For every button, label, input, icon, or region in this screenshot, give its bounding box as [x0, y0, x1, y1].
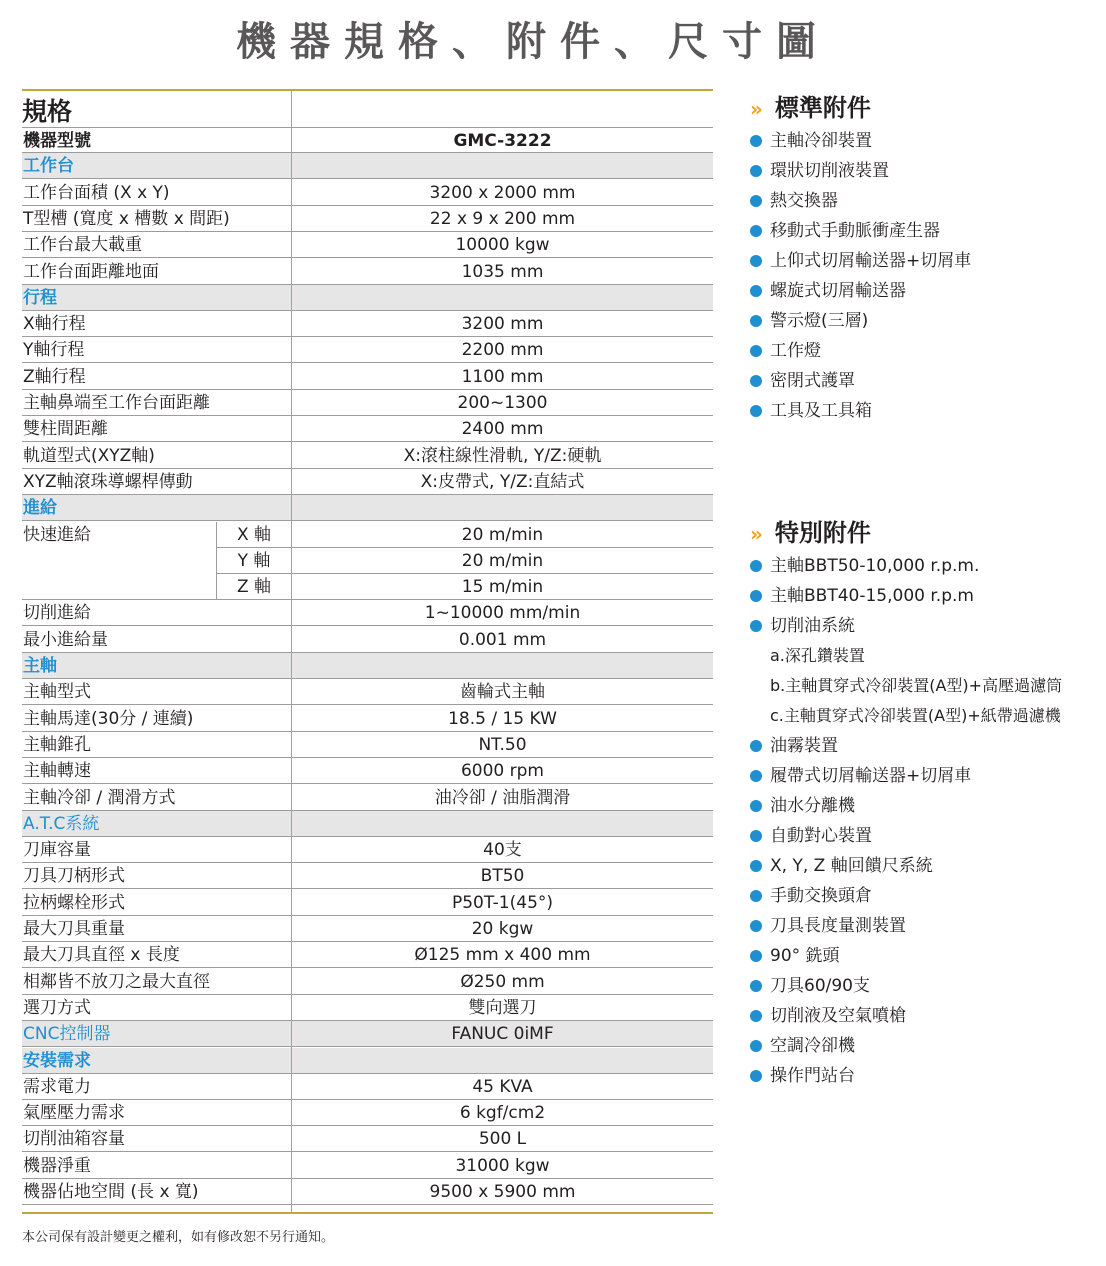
table-row	[22, 337, 713, 363]
spec-label: XYZ軸滾珠導螺桿傳動	[23, 471, 193, 492]
list-item	[750, 555, 979, 577]
spec-value: P50T-1(45°)	[451, 892, 554, 913]
bullet-icon	[750, 770, 762, 782]
list-item-text: 手動交換頭倉	[770, 886, 872, 906]
spec-value: 20 m/min	[461, 524, 544, 545]
bullet-icon	[750, 890, 762, 902]
bullet-icon	[750, 860, 762, 872]
spec-value: 6000 rpm	[460, 761, 544, 782]
table-row	[22, 311, 713, 337]
standard-heading-text: 標準附件	[774, 94, 871, 122]
bullet-icon	[750, 405, 762, 417]
spec-label: 刀具刀柄形式	[23, 866, 125, 887]
spec-value: 2400 mm	[461, 419, 544, 440]
spec-label: 工作台面距離地面	[23, 261, 159, 282]
list-item	[750, 855, 933, 877]
table-row	[22, 495, 713, 521]
spec-label: 主軸冷卻 / 潤滑方式	[23, 787, 176, 808]
section-label: A.T.C系統	[23, 813, 100, 834]
list-item-text: 主軸BBT50-10,000 r.p.m.	[770, 556, 980, 576]
spec-value: Ø125 mm x 400 mm	[414, 945, 591, 966]
bullet-icon	[750, 135, 762, 147]
list-item	[750, 735, 838, 757]
section-label: 主軸	[23, 656, 57, 676]
page-title: 機器規格、附件、尺寸圖	[236, 19, 830, 65]
standard-heading	[750, 88, 871, 123]
bullet-icon	[750, 1010, 762, 1022]
spec-label: 最小進給量	[23, 629, 108, 650]
bullet-icon	[750, 950, 762, 962]
list-item	[750, 280, 906, 302]
table-top-rule	[22, 89, 713, 91]
spec-value: 1100 mm	[461, 366, 544, 387]
column-divider	[291, 90, 292, 1213]
list-item	[750, 825, 872, 847]
sub-list-item	[770, 645, 865, 667]
table-row	[22, 785, 713, 811]
sub-list-item	[770, 705, 1061, 727]
spec-value: NT.50	[478, 734, 527, 755]
table-row	[22, 1100, 713, 1126]
spec-value: FANUC 0iMF	[451, 1024, 554, 1045]
spec-label: 需求電力	[23, 1076, 91, 1097]
spec-value: 40支	[483, 840, 522, 861]
spec-label: 相鄰皆不放刀之最大直徑	[23, 971, 210, 992]
table-bottom-rule	[22, 1212, 713, 1214]
list-item-text: 空調冷卻機	[770, 1036, 855, 1056]
section-label: 進給	[23, 498, 57, 519]
spec-label: 雙柱間距離	[23, 419, 108, 440]
spec-value: 15 m/min	[461, 577, 544, 598]
spec-value: 0.001 mm	[458, 629, 547, 650]
table-row	[22, 574, 713, 600]
list-item-text: 主軸冷卻裝置	[770, 131, 872, 151]
table-row	[22, 232, 713, 258]
list-item	[750, 160, 889, 182]
table-row	[22, 416, 713, 442]
list-item-text: 90° 銑頭	[770, 946, 840, 966]
spec-heading: 規格	[22, 97, 73, 126]
spec-label: Z軸行程	[23, 366, 86, 387]
bullet-icon	[750, 345, 762, 357]
axis-label: Y 軸	[216, 548, 291, 573]
table-row	[22, 259, 713, 285]
spec-label: 工作台面積 (X x Y)	[23, 182, 170, 203]
bullet-icon	[750, 375, 762, 387]
spec-value: Ø250 mm	[460, 971, 545, 992]
chevron-right-icon: »	[750, 97, 763, 121]
table-row	[22, 285, 713, 311]
list-item	[750, 945, 840, 967]
bullet-icon	[750, 225, 762, 237]
table-row	[22, 1074, 713, 1100]
spec-value: 45 KVA	[472, 1076, 533, 1097]
list-item	[750, 220, 940, 242]
list-item	[750, 190, 838, 212]
list-item-text: 切削液及空氣噴槍	[770, 1006, 906, 1026]
spec-value: X:皮帶式, Y/Z:直結式	[420, 471, 585, 492]
spec-value: 18.5 / 15 KW	[448, 708, 557, 729]
spec-value: X:滾柱線性滑軌, Y/Z:硬軌	[403, 445, 602, 466]
table-row	[22, 732, 713, 758]
table-row	[22, 627, 713, 653]
list-item-text: 螺旋式切屑輸送器	[770, 281, 906, 301]
spec-label: 最大刀具直徑 x 長度	[23, 945, 180, 966]
list-item-text: 熱交換器	[770, 191, 838, 211]
list-item-text: 切削油系統	[770, 616, 855, 636]
spec-label: 切削油箱容量	[23, 1129, 125, 1150]
bullet-icon	[750, 195, 762, 207]
list-item	[750, 765, 971, 787]
list-item	[750, 885, 872, 907]
bullet-icon	[750, 165, 762, 177]
table-row	[22, 522, 713, 548]
list-item	[750, 310, 868, 332]
table-row	[22, 469, 713, 495]
table-row	[22, 942, 713, 968]
table-row	[22, 890, 713, 916]
spec-label: 主軸馬達(30分 / 連續)	[23, 708, 194, 729]
list-item-text: 刀具長度量測裝置	[770, 916, 906, 936]
bullet-icon	[750, 830, 762, 842]
chevron-right-icon: »	[750, 522, 763, 546]
spec-value: 2200 mm	[461, 340, 544, 361]
section-label: 安裝需求	[23, 1050, 91, 1071]
spec-value: BT50	[480, 866, 525, 887]
special-heading	[750, 513, 871, 548]
list-item-text: 警示燈(三層)	[770, 311, 869, 331]
spec-value: 齒輪式主軸	[460, 682, 545, 703]
spec-label: T型槽 (寬度 x 槽數 x 間距)	[23, 208, 230, 229]
bullet-icon	[750, 315, 762, 327]
table-row	[22, 153, 713, 179]
footnote: 本公司保有設計變更之權利，如有修改恕不另行通知。	[22, 1230, 335, 1245]
table-row	[22, 969, 713, 995]
axis-label: Z 軸	[216, 574, 291, 599]
spec-label: 工作台最大載重	[23, 235, 142, 256]
list-item-text: 油霧裝置	[770, 736, 838, 756]
table-row	[22, 1153, 713, 1179]
list-item	[750, 400, 872, 422]
list-item	[750, 915, 906, 937]
spec-label: 選刀方式	[23, 997, 91, 1018]
spec-label: 機器淨重	[23, 1155, 91, 1176]
table-row	[22, 206, 713, 232]
spec-label: 最大刀具重量	[23, 919, 125, 939]
spec-label: 刀庫容量	[23, 840, 91, 861]
list-item	[750, 1065, 855, 1087]
table-row	[22, 180, 713, 206]
spec-value: 20 kgw	[471, 919, 534, 939]
list-item-text: 操作門站台	[770, 1066, 855, 1086]
sub-list-item-text: a.深孔鑽裝置	[770, 646, 865, 665]
bullet-icon	[750, 560, 762, 572]
spec-label: Y軸行程	[23, 340, 85, 361]
spec-label: 主軸錐孔	[23, 734, 91, 755]
table-row	[22, 600, 713, 626]
table-row	[22, 995, 713, 1021]
spec-label: 軌道型式(XYZ軸)	[23, 445, 155, 466]
sub-list-item	[770, 675, 1062, 697]
table-row	[22, 390, 713, 416]
spec-value: 20 m/min	[461, 550, 544, 571]
section-label: 工作台	[23, 156, 74, 177]
list-item	[750, 615, 855, 637]
list-item-text: X, Y, Z 軸回饋尺系統	[770, 856, 933, 876]
bullet-icon	[750, 740, 762, 752]
spec-label: 機器佔地空間 (長 x 寬)	[23, 1182, 199, 1202]
table-row	[22, 679, 713, 705]
spec-value: 6 kgf/cm2	[459, 1103, 546, 1124]
model-label: 機器型號	[23, 131, 91, 151]
bullet-icon	[750, 620, 762, 632]
bullet-icon	[750, 800, 762, 812]
table-row	[22, 1021, 713, 1047]
bullet-icon	[750, 590, 762, 602]
spec-label: 快速進給	[23, 524, 91, 545]
spec-label: 主軸鼻端至工作台面距離	[23, 393, 210, 413]
spec-label: CNC控制器	[23, 1024, 111, 1045]
spec-value: 1~10000 mm/min	[424, 603, 581, 624]
table-row	[22, 653, 713, 679]
table-row	[22, 1179, 713, 1205]
spec-value: 3200 mm	[461, 314, 544, 335]
spec-label: 氣壓壓力需求	[23, 1103, 125, 1124]
table-row	[22, 364, 713, 390]
list-item-text: 油水分離機	[770, 796, 855, 816]
table-row	[22, 443, 713, 469]
sub-list-item-text: c.主軸貫穿式冷卻裝置(A型)+紙帶過濾機	[770, 706, 1061, 725]
table-row	[22, 758, 713, 784]
list-item-text: 主軸BBT40-15,000 r.p.m	[770, 586, 974, 606]
sub-list-item-text: b.主軸貫穿式冷卻裝置(A型)+高壓過濾筒	[770, 676, 1063, 695]
list-item-text: 上仰式切屑輸送器+切屑車	[770, 251, 972, 271]
list-item	[750, 340, 821, 362]
spec-value: 22 x 9 x 200 mm	[429, 208, 576, 229]
table-row	[22, 811, 713, 837]
list-item-text: 自動對心裝置	[770, 826, 872, 846]
list-item-text: 履帶式切屑輸送器+切屑車	[770, 766, 972, 786]
bullet-icon	[750, 980, 762, 992]
list-item	[750, 1035, 855, 1057]
spec-value: 油冷卻 / 油脂潤滑	[434, 787, 571, 808]
spec-value: 9500 x 5900 mm	[429, 1182, 576, 1202]
list-item-text: 工具及工具箱	[770, 401, 872, 421]
spec-value: 200~1300	[457, 393, 548, 413]
bullet-icon	[750, 255, 762, 267]
list-item-text: 環狀切削液裝置	[770, 161, 889, 181]
table-row	[22, 1126, 713, 1152]
spec-label: 切削進給	[23, 603, 91, 624]
model-value: GMC-3222	[453, 131, 552, 151]
axis-label: X 軸	[216, 522, 291, 547]
spec-label: 拉柄螺栓形式	[23, 892, 125, 913]
table-row	[22, 548, 713, 574]
table-row	[22, 1048, 713, 1074]
spec-value: 1035 mm	[461, 261, 544, 282]
spec-value: 31000 kgw	[455, 1155, 550, 1176]
table-row	[22, 706, 713, 732]
spec-label: X軸行程	[23, 314, 86, 335]
list-item	[750, 585, 974, 607]
table-row	[22, 916, 713, 942]
spec-value: 3200 x 2000 mm	[429, 182, 576, 203]
spec-value: 10000 kgw	[455, 235, 550, 256]
bullet-icon	[750, 920, 762, 932]
list-item	[750, 795, 855, 817]
special-heading-text: 特別附件	[774, 519, 871, 547]
spec-value: 雙向選刀	[468, 997, 537, 1018]
list-item	[750, 370, 855, 392]
table-row	[22, 863, 713, 889]
list-item	[750, 250, 971, 272]
list-item-text: 密閉式護罩	[770, 371, 855, 391]
spec-value: 500 L	[478, 1129, 527, 1150]
list-item-text: 工作燈	[770, 341, 821, 361]
table-row-model	[22, 127, 713, 153]
spec-label: 主軸轉速	[23, 761, 91, 782]
list-item-text: 移動式手動脈衝產生器	[770, 221, 940, 241]
list-item-text: 刀具60/90支	[770, 976, 870, 996]
section-label: 行程	[23, 287, 57, 308]
list-item	[750, 975, 870, 997]
spec-label: 主軸型式	[23, 682, 91, 703]
bullet-icon	[750, 1070, 762, 1082]
list-item	[750, 1005, 906, 1027]
table-row	[22, 837, 713, 863]
bullet-icon	[750, 285, 762, 297]
bullet-icon	[750, 1040, 762, 1052]
list-item	[750, 130, 872, 152]
